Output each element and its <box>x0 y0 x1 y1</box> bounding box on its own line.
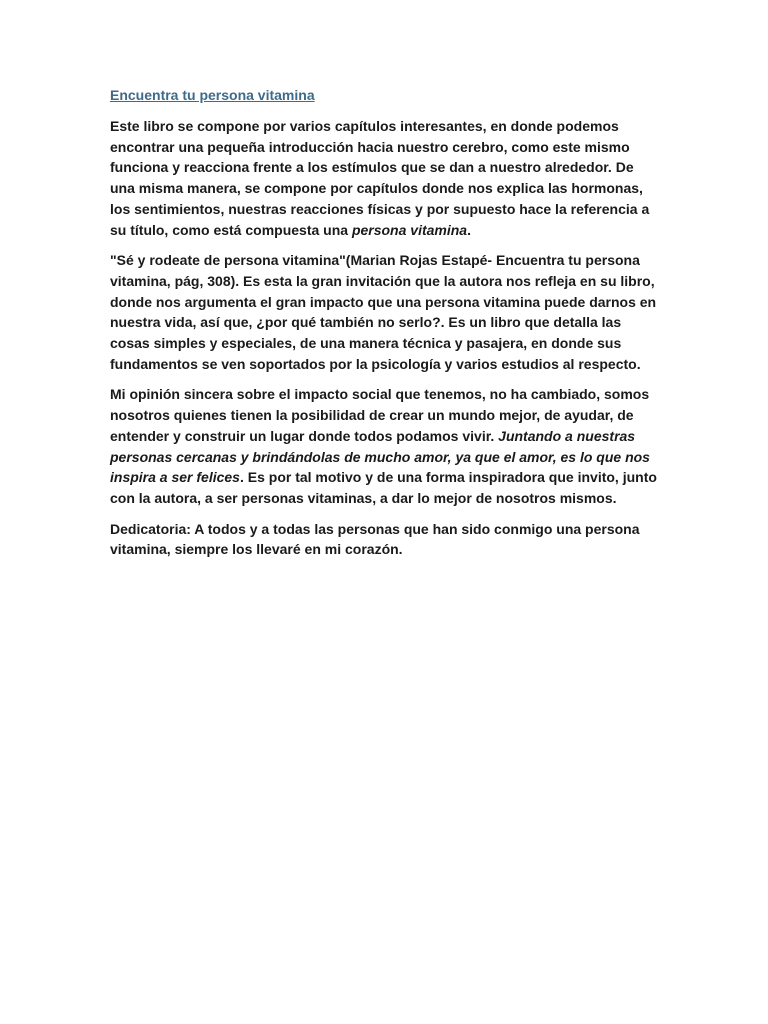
paragraph-opinion-text-start: Mi opinión sincera sobre el impacto social que tenemos, no ha cambiado, somos nosotros quienes tienen la posibilidad de crear un mundo mejor, de ayudar, de entender y construir un lugar donde todos podamos vivir. <box>110 386 650 444</box>
paragraph-dedication-text: Dedicatoria: A todos y a todas las personas que han sido conmigo una persona vitamina, siempre los llevaré en mi corazón. <box>110 520 640 558</box>
paragraph-intro-text-end: . <box>467 221 471 238</box>
paragraph-intro <box>110 116 660 240</box>
paragraph-opinion-text-end: . Es por tal motivo y de una forma inspiradora que invito, junto con la autora, a ser personas vitaminas, a dar lo mejor de nosotros mismos. <box>110 469 657 506</box>
paragraph-opinion-italic: Juntando a nuestras personas cercanas y brindándolas de mucho amor, ya que el amor, es lo que nos inspira a ser felices <box>110 427 650 486</box>
paragraph-intro-italic: persona vitamina <box>351 221 468 238</box>
paragraph-intro-text-start: Este libro se compone por varios capítulos interesantes, en donde podemos encontrar una pequeña introducción hacia nuestro cerebro, como este mismo funciona y reacciona frente a los estímulos que se dan a nuestro alrededor. De una misma manera, se compone por capítulos donde nos explica las hormonas, los sentimientos, nuestras reacciones físicas y por supuesto hace la referencia a su título, como está compuesta una <box>110 118 650 238</box>
paragraph-quote-text: "Sé y rodeate de persona vitamina"(Marian Rojas Estapé- Encuentra tu persona vitamina, pág, 308). Es esta la gran invitación que la autora nos refleja en su libro, donde nos argumenta el gran impacto que una persona vitamina puede darnos en nuestra vida, así que, ¿por qué también no serlo?. Es un libro que detalla las cosas simples y especiales, de una manera técnica y pasajera, en donde sus fundamentos se ven soportados por la psicología y varios estudios al respecto. <box>110 252 657 372</box>
paragraph-opinion <box>110 384 660 508</box>
paragraph-dedication <box>110 519 660 560</box>
document-title: Encuentra tu persona vitamina <box>110 87 315 103</box>
paragraph-quote <box>110 250 660 374</box>
